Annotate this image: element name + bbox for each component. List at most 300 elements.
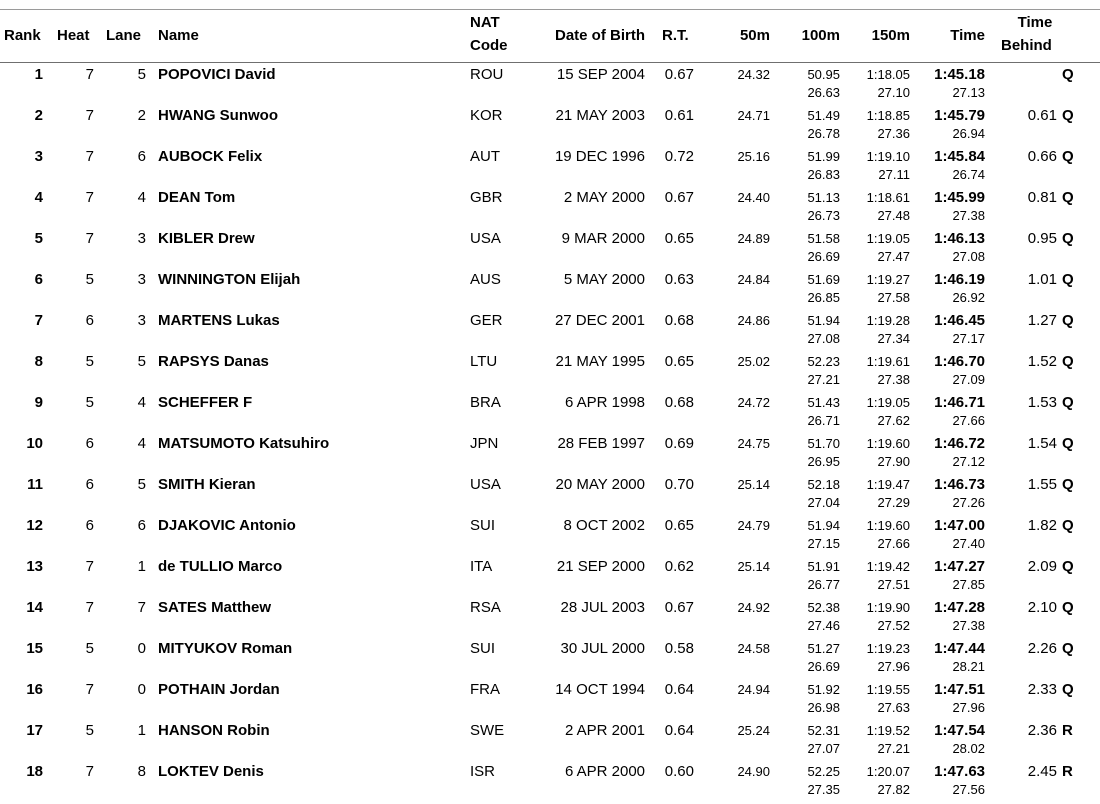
rank-cell: 16 [26, 681, 43, 698]
reaction-time: 0.62 [664, 558, 694, 575]
split-50m: 25.02 [737, 354, 770, 369]
split-50m: 24.32 [737, 67, 770, 82]
split-150m: 1:19.55 [866, 682, 910, 697]
qualification-mark: Q [1062, 599, 1074, 616]
date-of-birth: 28 JUL 2003 [560, 599, 645, 616]
split-100m: 51.94 [807, 518, 840, 533]
rank-cell: 6 [34, 271, 43, 288]
split-50m: 25.14 [737, 477, 770, 492]
lane-cell: 3 [137, 230, 146, 247]
reaction-time: 0.67 [664, 66, 694, 83]
time-behind: 1.54 [1027, 435, 1057, 452]
table-row [0, 312, 1100, 353]
rank-cell: 4 [34, 189, 43, 206]
rank-cell: 5 [34, 230, 43, 247]
table-row [0, 599, 1100, 640]
date-of-birth: 5 MAY 2000 [563, 271, 645, 288]
athlete-name: SCHEFFER F [158, 394, 253, 411]
heat-cell: 7 [85, 763, 94, 780]
nat-code: LTU [470, 353, 498, 370]
lane-cell: 1 [137, 558, 146, 575]
final-lap: 27.56 [952, 782, 985, 797]
nat-code: USA [470, 476, 501, 493]
split-100m: 52.31 [807, 723, 840, 738]
split-50m: 24.94 [737, 682, 770, 697]
final-lap: 27.40 [952, 536, 985, 551]
rank-cell: 7 [34, 312, 43, 329]
table-row [0, 353, 1100, 394]
table-row [0, 681, 1100, 722]
qualification-mark: Q [1062, 353, 1074, 370]
final-lap: 26.94 [952, 126, 985, 141]
date-of-birth: 2 APR 2001 [564, 722, 645, 739]
nat-code: AUT [470, 148, 500, 165]
heat-cell: 5 [85, 353, 94, 370]
qualification-mark: Q [1062, 394, 1074, 411]
athlete-name: HANSON Robin [158, 722, 270, 739]
split-150m-lap: 27.21 [877, 741, 910, 756]
split-150m: 1:19.61 [866, 354, 910, 369]
split-100m-lap: 26.71 [807, 413, 840, 428]
table-row [0, 66, 1100, 107]
final-time: 1:46.13 [934, 230, 985, 247]
time-behind: 2.33 [1027, 681, 1057, 698]
header-nat-line2: Code [470, 37, 508, 54]
reaction-time: 0.64 [664, 722, 694, 739]
reaction-time: 0.67 [664, 189, 694, 206]
split-50m: 24.72 [737, 395, 770, 410]
header-150m: 150m [871, 27, 910, 44]
table-row [0, 394, 1100, 435]
lane-cell: 8 [137, 763, 146, 780]
qualification-mark: Q [1062, 640, 1074, 657]
date-of-birth: 19 DEC 1996 [554, 148, 645, 165]
header-rule [0, 62, 1100, 63]
final-lap: 27.26 [952, 495, 985, 510]
qualification-mark: Q [1062, 681, 1074, 698]
nat-code: ITA [470, 558, 493, 575]
date-of-birth: 30 JUL 2000 [560, 640, 645, 657]
split-100m-lap: 26.95 [807, 454, 840, 469]
time-behind: 1.55 [1027, 476, 1057, 493]
lane-cell: 3 [137, 271, 146, 288]
final-lap: 27.12 [952, 454, 985, 469]
reaction-time: 0.69 [664, 435, 694, 452]
time-behind: 0.66 [1027, 148, 1057, 165]
date-of-birth: 21 MAY 1995 [555, 353, 645, 370]
final-time: 1:45.84 [934, 148, 985, 165]
athlete-name: SMITH Kieran [158, 476, 256, 493]
time-behind: 2.36 [1027, 722, 1057, 739]
split-150m: 1:18.61 [866, 190, 910, 205]
date-of-birth: 8 OCT 2002 [563, 517, 645, 534]
split-100m-lap: 26.69 [807, 249, 840, 264]
split-150m-lap: 27.52 [877, 618, 910, 633]
date-of-birth: 15 SEP 2004 [556, 66, 645, 83]
split-150m-lap: 27.29 [877, 495, 910, 510]
heat-cell: 7 [85, 230, 94, 247]
split-100m-lap: 27.35 [807, 782, 840, 797]
qualification-mark: Q [1062, 66, 1074, 83]
split-150m: 1:19.60 [866, 436, 910, 451]
split-100m-lap: 27.04 [807, 495, 840, 510]
split-100m-lap: 26.78 [807, 126, 840, 141]
final-lap: 26.92 [952, 290, 985, 305]
athlete-name: HWANG Sunwoo [158, 107, 278, 124]
header-lane: Lane [106, 27, 142, 44]
time-behind: 1.82 [1027, 517, 1057, 534]
split-50m: 24.86 [737, 313, 770, 328]
rank-cell: 10 [26, 435, 43, 452]
heat-cell: 7 [85, 599, 94, 616]
split-100m-lap: 26.85 [807, 290, 840, 305]
top-rule [0, 9, 1100, 10]
split-150m-lap: 27.96 [877, 659, 910, 674]
lane-cell: 5 [137, 353, 146, 370]
qualification-mark: R [1062, 763, 1073, 780]
final-lap: 27.96 [952, 700, 985, 715]
table-row [0, 517, 1100, 558]
qualification-mark: Q [1062, 435, 1074, 452]
lane-cell: 0 [137, 640, 146, 657]
split-100m: 51.58 [807, 231, 840, 246]
split-100m: 51.49 [807, 108, 840, 123]
final-lap: 27.85 [952, 577, 985, 592]
header-100m: 100m [801, 27, 840, 44]
split-50m: 24.75 [737, 436, 770, 451]
qualification-mark: Q [1062, 476, 1074, 493]
split-150m: 1:19.23 [866, 641, 910, 656]
date-of-birth: 27 DEC 2001 [554, 312, 645, 329]
heat-cell: 6 [85, 435, 94, 452]
lane-cell: 5 [137, 66, 146, 83]
split-150m-lap: 27.90 [877, 454, 910, 469]
split-100m-lap: 27.46 [807, 618, 840, 633]
header-nat-line1: NAT [470, 14, 500, 31]
lane-cell: 0 [137, 681, 146, 698]
split-50m: 24.79 [737, 518, 770, 533]
split-100m-lap: 26.98 [807, 700, 840, 715]
lane-cell: 4 [137, 189, 146, 206]
split-50m: 24.58 [737, 641, 770, 656]
date-of-birth: 9 MAR 2000 [561, 230, 645, 247]
athlete-name: KIBLER Drew [158, 230, 255, 247]
rank-cell: 9 [34, 394, 43, 411]
qualification-mark: R [1062, 722, 1073, 739]
heat-cell: 6 [85, 312, 94, 329]
date-of-birth: 2 MAY 2000 [563, 189, 645, 206]
final-lap: 27.13 [952, 85, 985, 100]
split-100m-lap: 27.07 [807, 741, 840, 756]
athlete-name: WINNINGTON Elijah [158, 271, 301, 288]
nat-code: BRA [470, 394, 501, 411]
heat-cell: 5 [85, 722, 94, 739]
split-100m: 52.23 [807, 354, 840, 369]
split-100m-lap: 26.83 [807, 167, 840, 182]
split-150m: 1:20.07 [866, 764, 910, 779]
nat-code: ISR [470, 763, 496, 780]
reaction-time: 0.64 [664, 681, 694, 698]
header-name: Name [158, 27, 199, 44]
table-row [0, 435, 1100, 476]
split-150m: 1:19.28 [866, 313, 910, 328]
split-150m-lap: 27.51 [877, 577, 910, 592]
heat-cell: 7 [85, 558, 94, 575]
final-lap: 27.08 [952, 249, 985, 264]
split-100m: 51.13 [807, 190, 840, 205]
nat-code: JPN [470, 435, 499, 452]
header-behind-line1: Time [1017, 14, 1053, 31]
qualification-mark: Q [1062, 107, 1074, 124]
heat-cell: 7 [85, 148, 94, 165]
lane-cell: 1 [137, 722, 146, 739]
final-lap: 27.66 [952, 413, 985, 428]
split-100m: 52.38 [807, 600, 840, 615]
split-100m-lap: 27.15 [807, 536, 840, 551]
final-time: 1:46.73 [934, 476, 985, 493]
qualification-mark: Q [1062, 230, 1074, 247]
final-time: 1:47.28 [934, 599, 985, 616]
split-100m: 51.43 [807, 395, 840, 410]
athlete-name: POTHAIN Jordan [158, 681, 280, 698]
split-150m-lap: 27.62 [877, 413, 910, 428]
final-lap: 27.38 [952, 618, 985, 633]
athlete-name: de TULLIO Marco [158, 558, 283, 575]
split-150m-lap: 27.38 [877, 372, 910, 387]
nat-code: AUS [470, 271, 501, 288]
qualification-mark: Q [1062, 189, 1074, 206]
time-behind: 0.61 [1027, 107, 1057, 124]
header-behind-line2: Behind [1001, 37, 1052, 54]
split-50m: 25.14 [737, 559, 770, 574]
rank-cell: 12 [26, 517, 43, 534]
split-100m-lap: 27.21 [807, 372, 840, 387]
split-150m: 1:19.42 [866, 559, 910, 574]
reaction-time: 0.63 [664, 271, 694, 288]
split-100m: 51.27 [807, 641, 840, 656]
split-100m: 51.92 [807, 682, 840, 697]
header-dob: Date of Birth [555, 27, 645, 44]
final-time: 1:47.44 [934, 640, 985, 657]
date-of-birth: 6 APR 2000 [564, 763, 645, 780]
time-behind: 2.45 [1027, 763, 1057, 780]
split-100m: 51.70 [807, 436, 840, 451]
athlete-name: LOKTEV Denis [158, 763, 264, 780]
final-lap: 27.17 [952, 331, 985, 346]
split-150m: 1:19.60 [866, 518, 910, 533]
split-150m-lap: 27.11 [878, 167, 910, 182]
split-150m: 1:18.85 [866, 108, 910, 123]
split-150m: 1:19.05 [866, 231, 910, 246]
table-row [0, 230, 1100, 271]
final-time: 1:46.72 [934, 435, 985, 452]
reaction-time: 0.65 [664, 517, 694, 534]
heat-cell: 5 [85, 394, 94, 411]
header-rt: R.T. [662, 27, 689, 44]
split-150m: 1:19.27 [866, 272, 910, 287]
final-time: 1:47.51 [934, 681, 985, 698]
reaction-time: 0.70 [664, 476, 694, 493]
table-row [0, 189, 1100, 230]
rank-cell: 15 [26, 640, 43, 657]
nat-code: GBR [470, 189, 503, 206]
nat-code: ROU [470, 66, 504, 83]
nat-code: RSA [470, 599, 501, 616]
final-lap: 27.38 [952, 208, 985, 223]
time-behind: 1.52 [1027, 353, 1057, 370]
split-150m-lap: 27.66 [877, 536, 910, 551]
athlete-name: SATES Matthew [158, 599, 272, 616]
final-time: 1:47.00 [934, 517, 985, 534]
qualification-mark: Q [1062, 558, 1074, 575]
table-row [0, 722, 1100, 763]
rank-cell: 13 [26, 558, 43, 575]
athlete-name: DEAN Tom [158, 189, 236, 206]
heat-cell: 7 [85, 66, 94, 83]
split-100m: 51.69 [807, 272, 840, 287]
date-of-birth: 21 SEP 2000 [556, 558, 645, 575]
split-100m-lap: 27.08 [807, 331, 840, 346]
rank-cell: 8 [34, 353, 43, 370]
rank-cell: 14 [26, 599, 43, 616]
split-100m: 52.18 [807, 477, 840, 492]
athlete-name: MITYUKOV Roman [158, 640, 293, 657]
qualification-mark: Q [1062, 271, 1074, 288]
final-lap: 27.09 [952, 372, 985, 387]
time-behind: 2.26 [1027, 640, 1057, 657]
lane-cell: 4 [137, 394, 146, 411]
nat-code: SUI [470, 517, 496, 534]
split-50m: 25.16 [737, 149, 770, 164]
reaction-time: 0.65 [664, 230, 694, 247]
final-lap: 28.21 [952, 659, 985, 674]
nat-code: FRA [470, 681, 500, 698]
heat-cell: 7 [85, 107, 94, 124]
split-150m: 1:19.10 [866, 149, 910, 164]
rank-cell: 3 [34, 148, 43, 165]
final-time: 1:46.71 [934, 394, 985, 411]
split-150m-lap: 27.48 [877, 208, 910, 223]
lane-cell: 5 [137, 476, 146, 493]
lane-cell: 3 [137, 312, 146, 329]
rank-cell: 1 [34, 66, 43, 83]
split-100m-lap: 26.63 [807, 85, 840, 100]
reaction-time: 0.68 [664, 394, 694, 411]
reaction-time: 0.61 [664, 107, 694, 124]
heat-cell: 5 [85, 271, 94, 288]
final-time: 1:46.70 [934, 353, 985, 370]
split-50m: 24.90 [737, 764, 770, 779]
rank-cell: 17 [26, 722, 43, 739]
split-150m: 1:18.05 [866, 67, 910, 82]
table-row [0, 148, 1100, 189]
final-time: 1:46.19 [934, 271, 985, 288]
final-lap: 26.74 [952, 167, 985, 182]
split-100m: 51.94 [807, 313, 840, 328]
final-time: 1:45.79 [934, 107, 985, 124]
time-behind: 2.09 [1027, 558, 1057, 575]
split-150m: 1:19.05 [866, 395, 910, 410]
split-100m: 51.99 [807, 149, 840, 164]
time-behind: 0.81 [1027, 189, 1057, 206]
athlete-name: DJAKOVIC Antonio [158, 517, 296, 534]
split-100m-lap: 26.77 [807, 577, 840, 592]
nat-code: USA [470, 230, 501, 247]
lane-cell: 6 [137, 517, 146, 534]
split-50m: 24.84 [737, 272, 770, 287]
lane-cell: 7 [137, 599, 146, 616]
time-behind: 0.95 [1027, 230, 1057, 247]
final-time: 1:47.27 [934, 558, 985, 575]
split-50m: 25.24 [737, 723, 770, 738]
nat-code: KOR [470, 107, 503, 124]
final-time: 1:45.18 [934, 66, 985, 83]
table-row [0, 763, 1100, 804]
time-behind: 2.10 [1027, 599, 1057, 616]
final-time: 1:47.54 [934, 722, 985, 739]
split-150m-lap: 27.82 [877, 782, 910, 797]
split-150m-lap: 27.58 [877, 290, 910, 305]
table-row [0, 271, 1100, 312]
split-100m: 50.95 [807, 67, 840, 82]
header-heat: Heat [57, 27, 90, 44]
split-150m-lap: 27.36 [877, 126, 910, 141]
date-of-birth: 14 OCT 1994 [555, 681, 645, 698]
athlete-name: MARTENS Lukas [158, 312, 280, 329]
header-rank: Rank [4, 27, 41, 44]
split-100m-lap: 26.69 [807, 659, 840, 674]
reaction-time: 0.68 [664, 312, 694, 329]
time-behind: 1.27 [1027, 312, 1057, 329]
date-of-birth: 20 MAY 2000 [555, 476, 645, 493]
header-time: Time [950, 27, 985, 44]
split-150m-lap: 27.10 [877, 85, 910, 100]
nat-code: SUI [470, 640, 496, 657]
table-row [0, 640, 1100, 681]
reaction-time: 0.65 [664, 353, 694, 370]
rank-cell: 11 [27, 476, 43, 493]
date-of-birth: 28 FEB 1997 [557, 435, 645, 452]
nat-code: GER [470, 312, 503, 329]
split-100m: 51.91 [807, 559, 840, 574]
split-100m-lap: 26.73 [807, 208, 840, 223]
reaction-time: 0.67 [664, 599, 694, 616]
split-50m: 24.92 [737, 600, 770, 615]
reaction-time: 0.72 [664, 148, 694, 165]
nat-code: SWE [470, 722, 505, 739]
split-150m-lap: 27.63 [877, 700, 910, 715]
header-50m: 50m [739, 27, 770, 44]
split-150m: 1:19.47 [866, 477, 910, 492]
heat-cell: 7 [85, 681, 94, 698]
final-time: 1:47.63 [934, 763, 985, 780]
split-150m: 1:19.52 [866, 723, 910, 738]
split-150m: 1:19.90 [866, 600, 910, 615]
date-of-birth: 21 MAY 2003 [555, 107, 645, 124]
rank-cell: 2 [34, 107, 43, 124]
rank-cell: 18 [26, 763, 43, 780]
table-row [0, 107, 1100, 148]
lane-cell: 6 [137, 148, 146, 165]
qualification-mark: Q [1062, 517, 1074, 534]
heat-cell: 7 [85, 189, 94, 206]
time-behind: 1.53 [1027, 394, 1057, 411]
split-50m: 24.89 [737, 231, 770, 246]
reaction-time: 0.60 [664, 763, 694, 780]
final-lap: 28.02 [952, 741, 985, 756]
lane-cell: 2 [137, 107, 146, 124]
date-of-birth: 6 APR 1998 [564, 394, 645, 411]
